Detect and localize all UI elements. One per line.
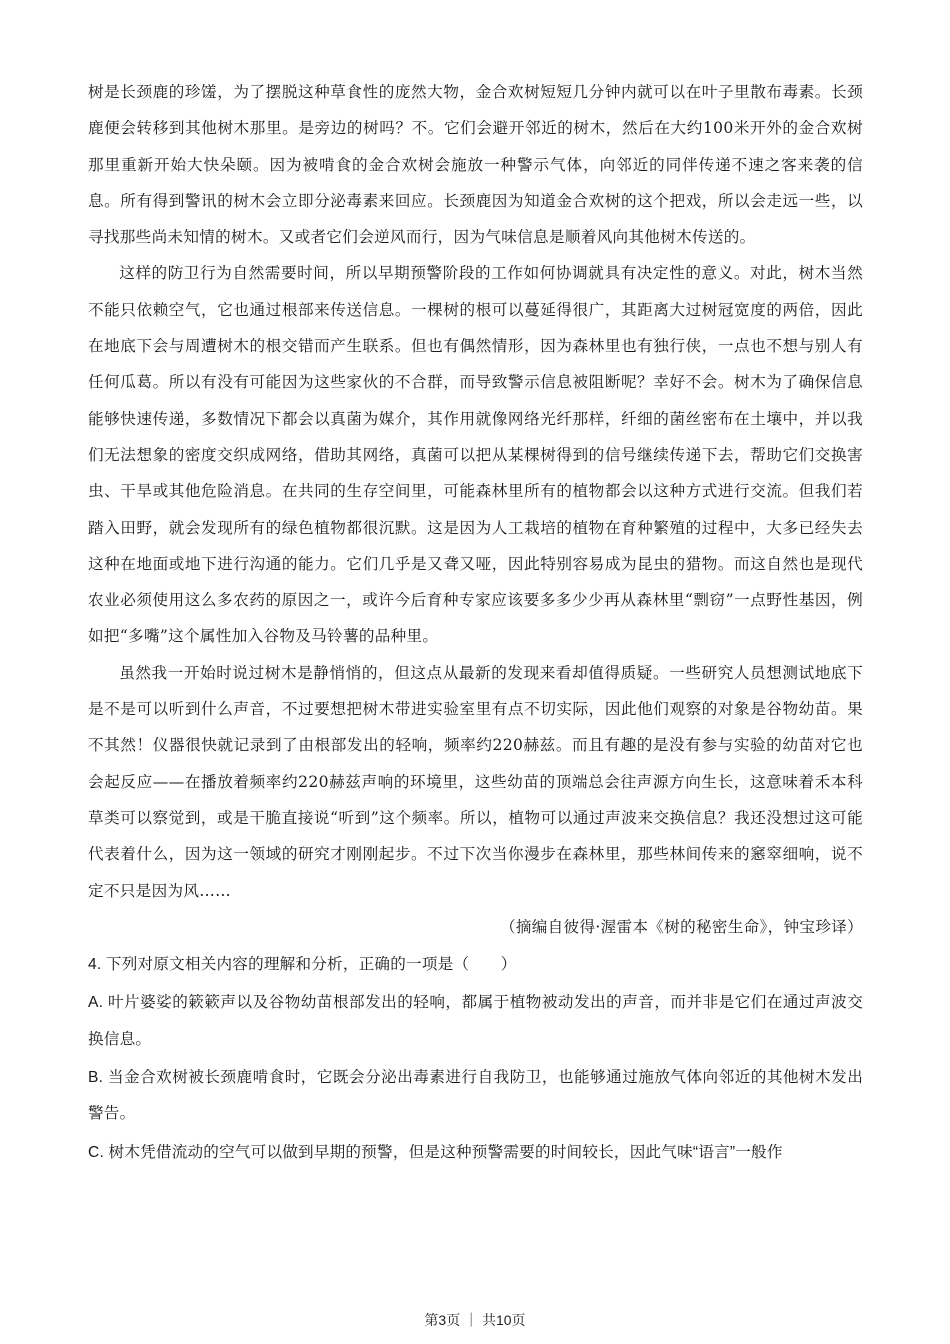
article-paragraph-3: 虽然我一开始时说过树木是静悄悄的，但这点从最新的发现来看却值得质疑。一些研究人员想测试地底下是不是可以听到什么声音，不过要想把树木带进实验室里有点不切实际，因此他们观察的对象是谷物幼苗。果不其然！仪器很快就记录到了由根部发出的轻响，频率约220赫兹。而且有趣的是没有参与实验的幼苗对它也会起反应——在播放着频率约220赫兹声响的环境里，这些幼苗的顶端总会往声源方向生长，这意味着禾本科草类可以察觉到，或是干脆直接说“听到”这个频率。所以，植物可以通过声波来交换信息？我还没想过这可能代表着什么，因为这一领域的研究才刚刚起步。不过下次当你漫步在森林里，那些林间传来的窸窣细响，说不定不只是因为风…… [88,663,863,900]
question-option-c: C. 树木凭借流动的空气可以做到早期的预警，但是这种预警需要的时间较长，因此气味“语言”一般作 [88,1143,783,1161]
question-option-a: A. 叶片婆娑的簌簌声以及谷物幼苗根部发出的轻响，都属于植物被动发出的声音，而并非是它们在通过声波交换信息。 [88,994,863,1048]
article-source: （摘编自彼得·渥雷本《树的秘密生命》，钟宝珍译） [499,917,863,936]
article-paragraph-1: 树是长颈鹿的珍馐，为了摆脱这种草食性的庞然大物，金合欢树短短几分钟内就可以在叶子里散布毒素。长颈鹿便会转移到其他树木那里。是旁边的树吗？不。它们会避开邻近的树木，然后在大约100米开外的金合欢树那里重新开始大快朵颐。因为被啃食的金合欢树会施放一种警示气体，向邻近的同伴传递不速之客来袭的信息。所有得到警讯的树木会立即分泌毒素来回应。长颈鹿因为知道金合欢树的这个把戏，所以会走远一些，以寻找那些尚未知情的树木。又或者它们会逆风而行，因为气味信息是顺着风向其他树木传送的。 [88,83,863,247]
question-option-b: B. 当金合欢树被长颈鹿啃食时，它既会分泌出毒素进行自我防卫，也能够通过施放气体向邻近的其他树木发出警告。 [88,1069,863,1123]
article-paragraph-2: 这样的防卫行为自然需要时间，所以早期预警阶段的工作如何协调就具有决定性的意义。对此，树木当然不能只依赖空气，它也通过根部来传送信息。一棵树的根可以蔓延得很广，其距离大过树冠宽度的两倍，因此在地底下会与周遭树木的根交错而产生联系。但也有偶然情形，因为森林里也有独行侠，一点也不想与别人有任何瓜葛。所以有没有可能因为这些家伙的不合群，而导致警示信息被阻断呢？幸好不会。树木为了确保信息能够快速传递，多数情况下都会以真菌为媒介，其作用就像网络光纤那样，纤细的菌丝密布在土壤中，并以我们无法想象的密度交织成网络，借助其网络，真菌可以把从某棵树得到的信号继续传递下去，帮助它们交换害虫、干旱或其他危险消息。在共同的生存空间里，可能森林里所有的植物都会以这种方式进行交流。但我们若踏入田野，就会发现所有的绿色植物都很沉默。这是因为人工栽培的植物在育种繁殖的过程中，大多已经失去这种在地面或地下进行沟通的能力。它们几乎是又聋又哑，因此特别容易成为昆虫的猎物。而这自然也是现代农业必须使用这么多农药的原因之一，或许今后育种专家应该要多多少少再从森林里“剽窃”一点野性基因，例如把“多嘴”这个属性加入谷物及马铃薯的品种里。 [88,264,863,646]
page-content [88,74,863,1171]
question-stem: 4. 下列对原文相关内容的理解和分析，正确的一项是（ ） [88,956,517,974]
page-footer: 第3页 ｜ 共10页 [424,1312,526,1328]
